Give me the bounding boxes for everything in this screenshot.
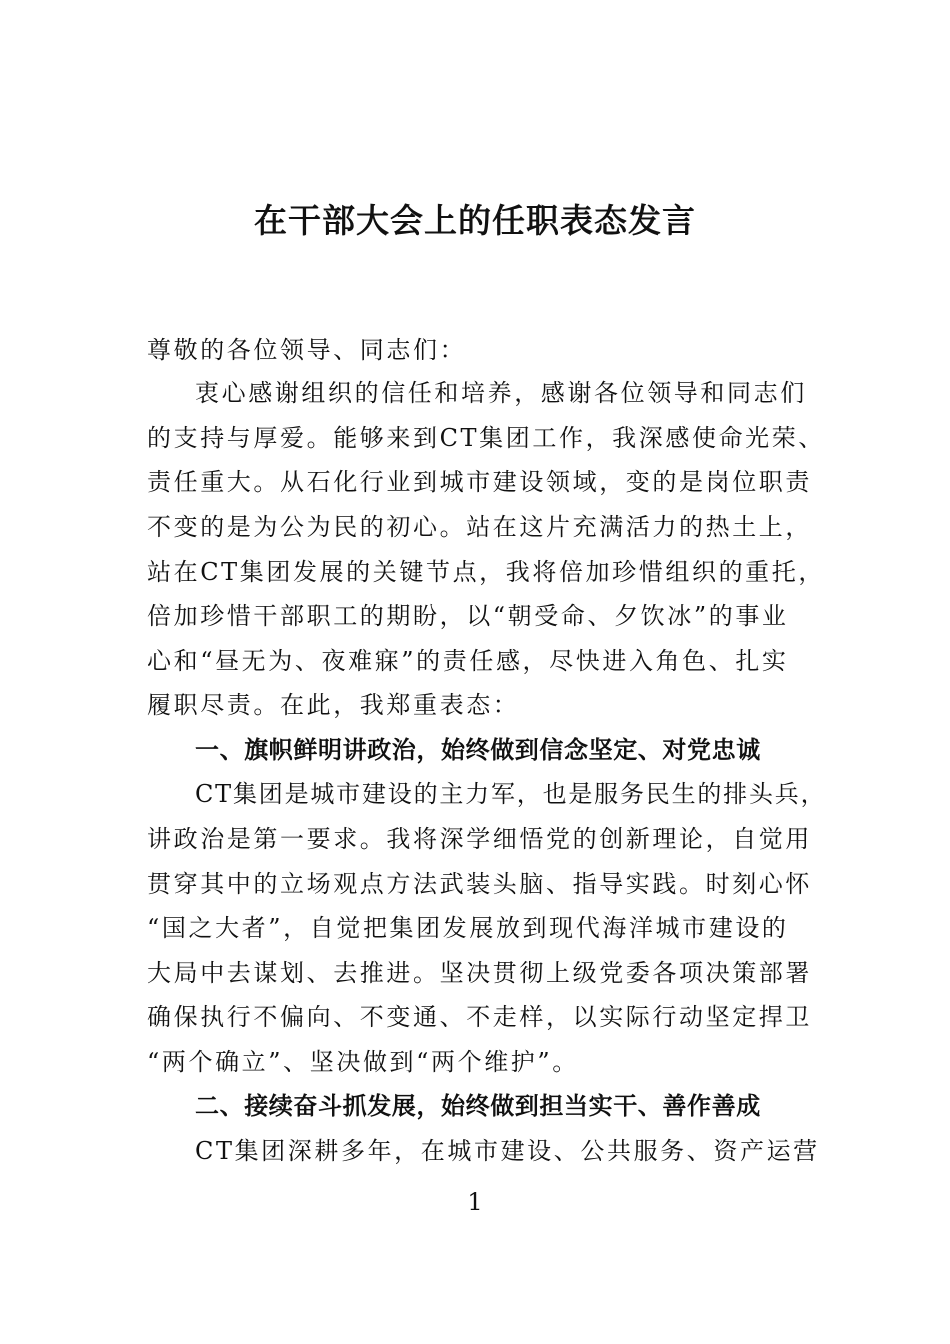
page-number: 1 — [467, 1188, 483, 1216]
paragraph-line: 的支持与厚爱。能够来到CT集团工作，我深感使命光荣、 — [147, 424, 825, 452]
paragraph-line: 贯穿其中的立场观点方法武装头脑、指导实践。时刻心怀 — [147, 870, 812, 898]
paragraph-line: 倍加珍惜干部职工的期盼，以“朝受命、夕饮冰”的事业 — [147, 602, 789, 630]
paragraph-line: 讲政治是第一要求。我将深学细悟党的创新理论，自觉用 — [147, 825, 812, 853]
paragraph-line: 责任重大。从石化行业到城市建设领域，变的是岗位职责 — [147, 468, 812, 496]
page-title: 在干部大会上的任职表态发言 — [254, 201, 696, 240]
paragraph-line: 履职尽责。在此，我郑重表态： — [147, 691, 520, 719]
paragraph-line: CT集团深耕多年，在城市建设、公共服务、资产运营 — [195, 1137, 820, 1165]
paragraph-line: 不变的是为公为民的初心。站在这片充满活力的热土上， — [147, 513, 812, 541]
salutation: 尊敬的各位领导、同志们： — [147, 336, 467, 364]
section-heading: 一、旗帜鲜明讲政治，始终做到信念坚定、对党忠诚 — [195, 736, 761, 764]
paragraph-line: 心和“昼无为、夜难寐”的责任感，尽快进入角色、扎实 — [147, 647, 789, 675]
paragraph-line: 站在CT集团发展的关键节点，我将倍加珍惜组织的重托， — [147, 558, 825, 586]
paragraph-line: “国之大者”，自觉把集团发展放到现代海洋城市建设的 — [147, 914, 789, 942]
paragraph-line: 大局中去谋划、去推进。坚决贯彻上级党委各项决策部署 — [147, 959, 812, 987]
paragraph-line: CT集团是城市建设的主力军，也是服务民生的排头兵， — [195, 780, 827, 808]
paragraph-line: 衷心感谢组织的信任和培养，感谢各位领导和同志们 — [195, 379, 807, 407]
paragraph-line: 确保执行不偏向、不变通、不走样，以实际行动坚定捍卫 — [147, 1003, 812, 1031]
section-heading: 二、接续奋斗抓发展，始终做到担当实干、善作善成 — [195, 1092, 761, 1120]
paragraph-line: “两个确立”、坚决做到“两个维护”。 — [147, 1048, 579, 1076]
